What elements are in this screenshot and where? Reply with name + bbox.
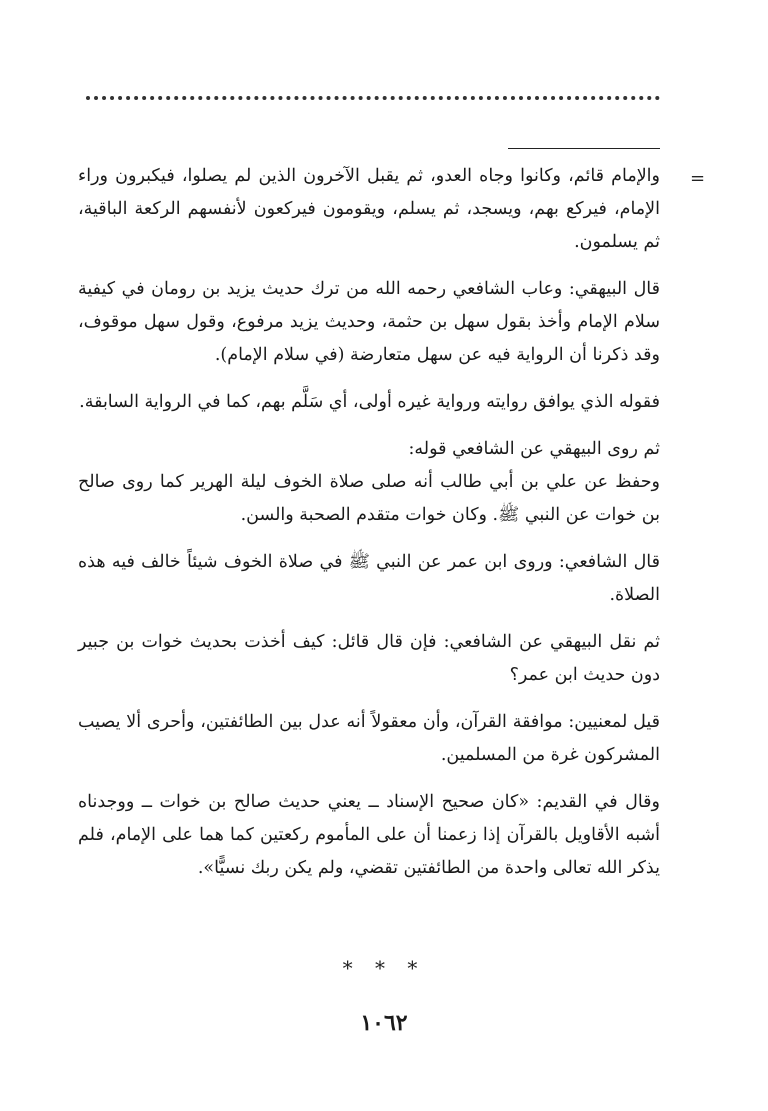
continuation-mark: = xyxy=(690,168,706,189)
paragraph-7: قيل لمعنيين: موافقة القرآن، وأن معقولاً أنه عدل بين الطائفتين، وأحرى ألا يصيب المشركون غرة من المسلمين. xyxy=(78,712,660,765)
page-number: ١٠٦٢ xyxy=(360,1010,408,1036)
paragraph-2: قال البيهقي: وعاب الشافعي رحمه الله من ترك حديث يزيد بن رومان في كيفية سلام الإمام وأخذ بقول سهل بن حثمة، وحديث يزيد مرفوع، وقول سهل موقوف، وقد ذكرنا أن الرواية فيه عن سهل متعارضة (في سلام الإمام). xyxy=(78,279,660,365)
paragraph-5: قال الشافعي: وروى ابن عمر عن النبي ﷺ في صلاة الخوف شيئاً خالف فيه هذه الصلاة. xyxy=(78,552,660,605)
paragraph-3: فقوله الذي يوافق روايته ورواية غيره أولى، أي سَلَّم بهم، كما في الرواية السابقة. xyxy=(79,392,660,412)
footnote-separator-rule xyxy=(508,148,660,149)
section-separator: * * * xyxy=(342,956,426,980)
page-body xyxy=(78,160,660,899)
paragraph-8: وقال في القديم: «كان صحيح الإسناد ــ يعني حديث صالح بن خوات ــ ووجدناه أشبه الأقاويل بالقرآن إذا زعمنا أن على المأموم ركعتين كما هما على الإمام، فلم يذكر الله تعالى واحدة من الطائفتين تقضي، ولم يكن ربك نسيًّا». xyxy=(78,792,660,878)
paragraph-4: ثم روى البيهقي عن الشافعي قوله: وحفظ عن علي بن أبي طالب أنه صلى صلاة الخوف ليلة الهرير كما روى صالح بن خوات عن النبي ﷺ. وكان خوات متقدم الصحبة والسن. xyxy=(78,439,660,525)
paragraph-6: ثم نقل البيهقي عن الشافعي: فإن قال قائل: كيف أخذت بحديث خوات بن جبير دون حديث ابن عمر؟ xyxy=(78,632,660,685)
paragraph-1: والإمام قائم، وكانوا وجاه العدو، ثم يقبل الآخرون الذين لم يصلوا، فيكبرون وراء الإمام، فيركع بهم، ويسجد، ثم يسلم، ويقومون فيركعون لأنفسهم الركعة الباقية، ثم يسلمون. xyxy=(78,166,660,252)
header-dotted-rule xyxy=(86,96,660,100)
